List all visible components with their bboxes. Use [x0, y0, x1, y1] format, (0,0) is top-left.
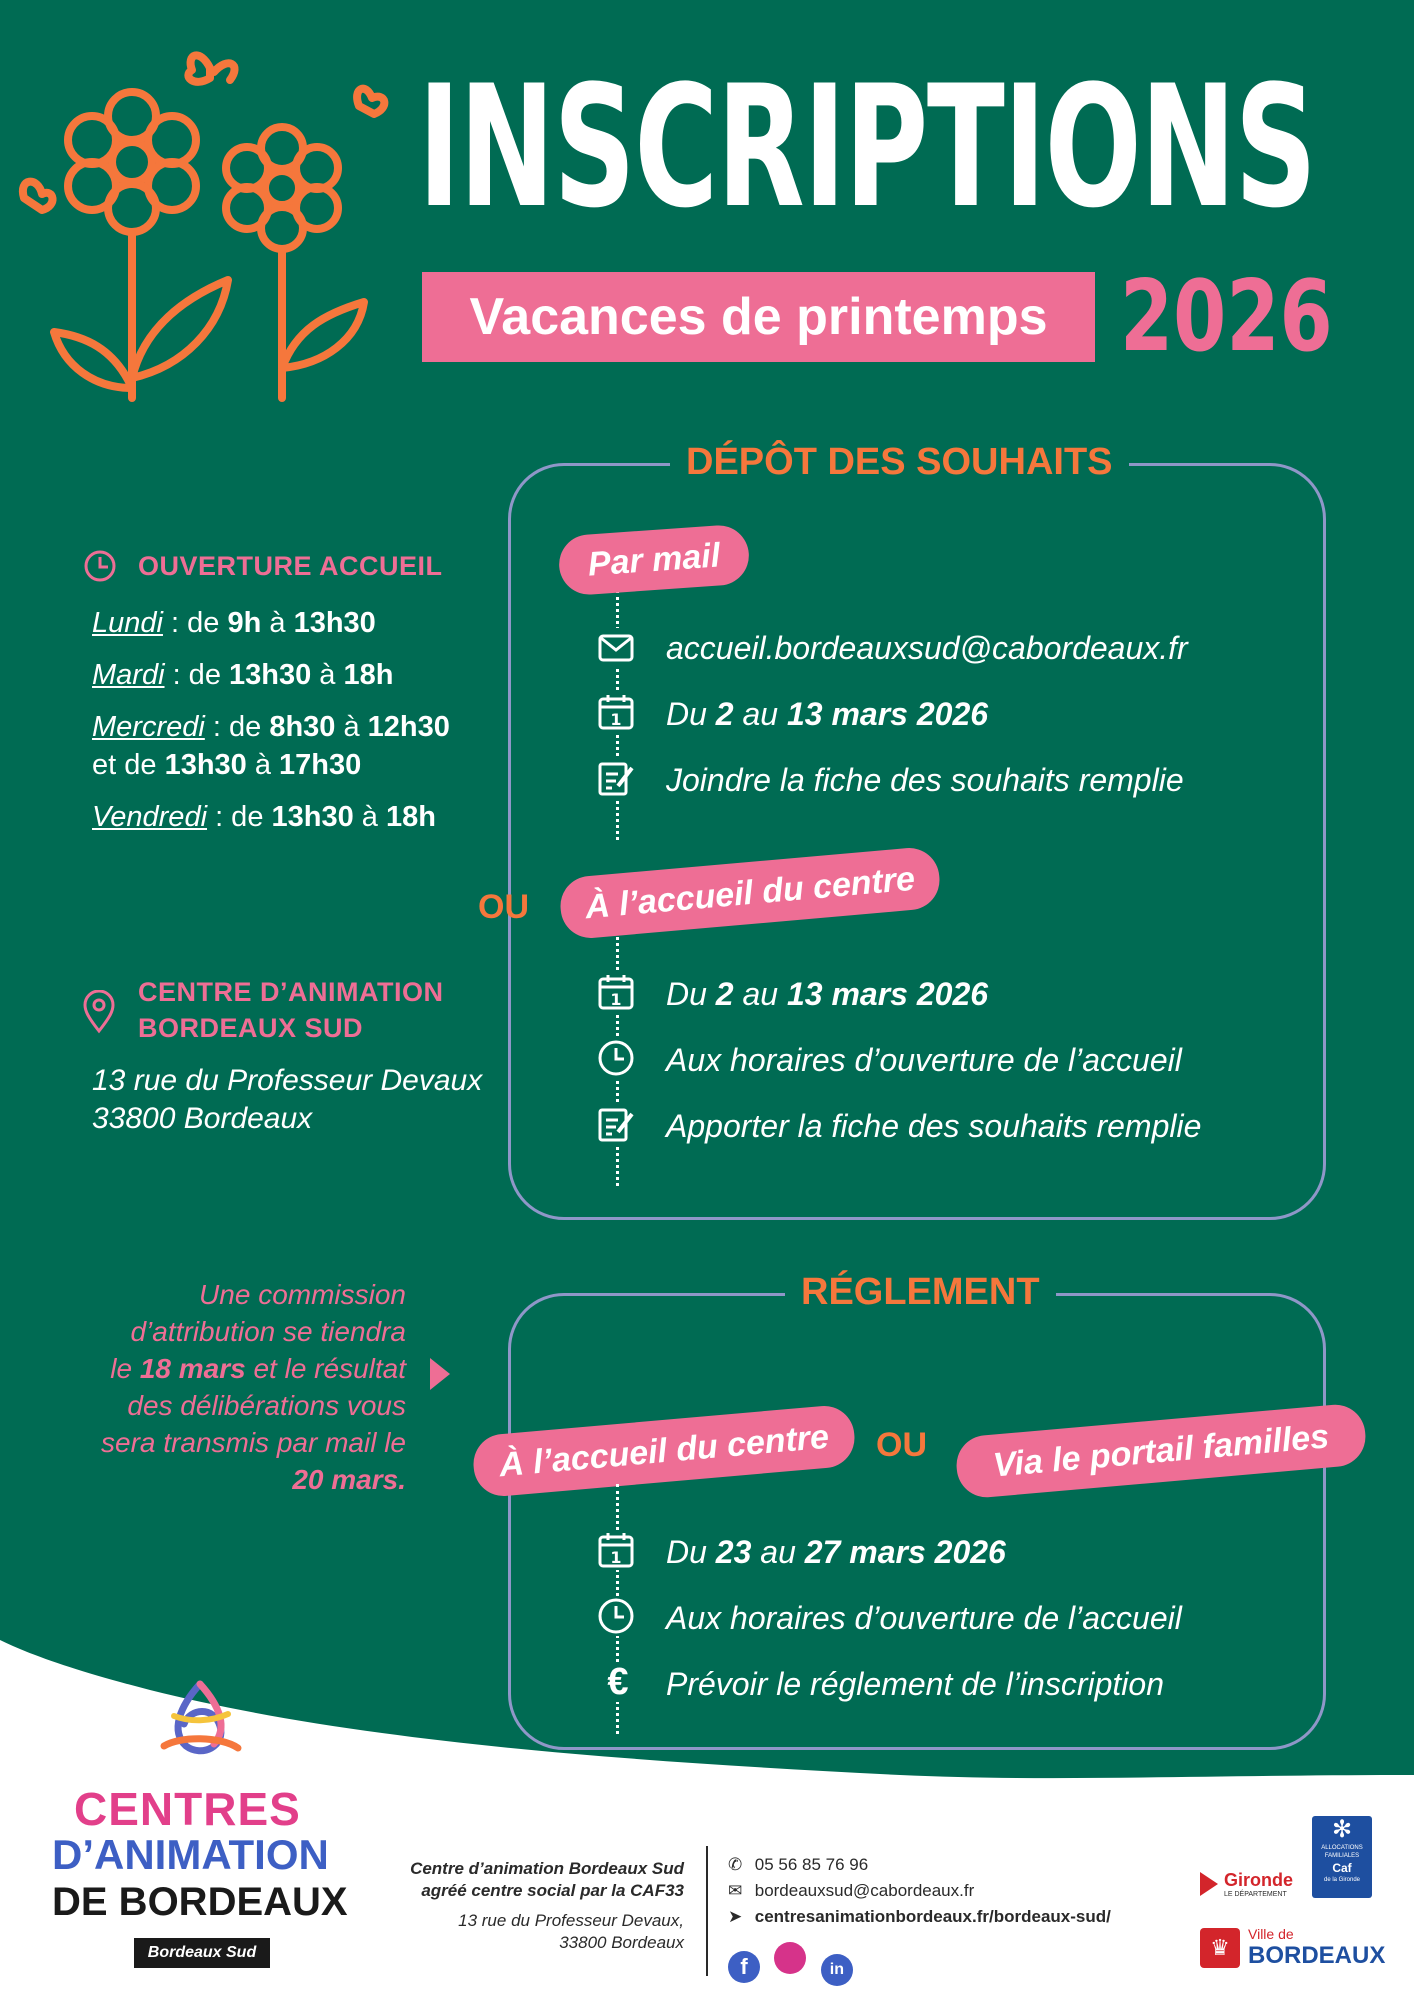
calendar-icon — [596, 692, 636, 732]
caf-text: FAMILIALES — [1324, 1853, 1360, 1859]
clock-icon — [596, 1038, 636, 1078]
opening-hours — [92, 604, 450, 836]
commission-line: 20 mars. — [292, 1464, 406, 1495]
reglement-or: OU — [876, 1426, 927, 1464]
depot-mail-note: Joindre la fiche des souhaits remplie — [666, 762, 1184, 798]
email-row[interactable]: ✉ bordeauxsud@cabordeaux.fr — [728, 1878, 1111, 1904]
hours-line: Mercredi : de 8h30 à 12h30 — [92, 711, 450, 743]
location-address — [92, 1062, 482, 1138]
reglement-dates: Du 23 au 27 mars 2026 — [666, 1534, 1006, 1570]
caf-text: ALLOCATIONS — [1321, 1845, 1363, 1851]
depot-title: DÉPÔT DES SOUHAITS — [670, 437, 1129, 487]
cursor-icon: ➤ — [728, 1907, 743, 1926]
caf-snowflake-icon: ✻ — [1331, 1816, 1353, 1843]
org-name: Centre d’animation Bordeaux Sud — [410, 1859, 684, 1878]
pill-reglement-accueil: À l’accueil du centre — [471, 1403, 857, 1498]
calendar-icon — [596, 1530, 636, 1570]
mail-icon — [596, 628, 636, 668]
reglement-note: Prévoir le réglement de l’inscription — [666, 1666, 1164, 1702]
depot-centre-note: Apporter la fiche des souhaits remplie — [666, 1108, 1202, 1144]
reglement-title: RÉGLEMENT — [785, 1267, 1056, 1317]
hours-line: Mardi : de 13h30 à 18h — [92, 659, 394, 691]
form-edit-icon — [596, 1104, 636, 1144]
svg-text:1: 1 — [610, 990, 622, 1009]
bordeaux-logo-icon: ♛ — [1200, 1928, 1240, 1968]
hours-line: Lundi : de 9h à 13h30 — [92, 607, 376, 639]
depot-mail-dates: Du 2 au 13 mars 2026 — [666, 696, 989, 732]
partner-bordeaux: BORDEAUX — [1248, 1942, 1386, 1969]
pill-accueil-centre: À l’accueil du centre — [558, 846, 942, 941]
svg-text:1: 1 — [610, 710, 622, 729]
depot-centre-hours: Aux horaires d’ouverture de l’accueil — [666, 1042, 1182, 1078]
social-icons — [728, 1942, 853, 1986]
year: 2026 — [1120, 260, 1333, 374]
calendar-icon — [596, 972, 636, 1012]
logo-line-3: DE BORDEAUX — [52, 1880, 348, 1924]
caf-text: Caf — [1332, 1861, 1352, 1875]
page-title: INSCRIPTIONS — [418, 49, 1316, 245]
commission-line: sera transmis par mail le — [101, 1427, 406, 1458]
linkedin-icon[interactable]: in — [821, 1954, 853, 1986]
org-info — [380, 1858, 684, 1954]
form-edit-icon — [596, 758, 636, 798]
hours-line: Vendredi : de 13h30 à 18h — [92, 801, 436, 833]
org-accreditation: agréé centre social par la CAF33 — [421, 1881, 684, 1900]
logo-tag: Bordeaux Sud — [134, 1938, 270, 1968]
depot-or: OU — [478, 888, 529, 926]
euro-icon: € — [598, 1662, 638, 1702]
arrow-right-icon — [428, 1356, 452, 1392]
depot-centre-dates: Du 2 au 13 mars 2026 — [666, 976, 989, 1012]
phone-row[interactable]: ✆ 05 56 85 76 96 — [728, 1852, 1111, 1878]
address-city: 33800 Bordeaux — [92, 1102, 313, 1135]
clock-icon — [596, 1596, 636, 1636]
org-city: 33800 Bordeaux — [559, 1933, 684, 1952]
partner-gironde-sub: LE DÉPARTEMENT — [1224, 1891, 1287, 1898]
address-street: 13 rue du Professeur Devaux — [92, 1064, 483, 1097]
org-street: 13 rue du Professeur Devaux, — [458, 1911, 684, 1930]
depot-email[interactable]: accueil.bordeauxsud@cabordeaux.fr — [666, 630, 1188, 666]
clock-icon — [82, 548, 118, 584]
partner-gironde: Gironde — [1224, 1870, 1294, 1890]
facebook-icon[interactable]: f — [728, 1951, 760, 1983]
contact-info — [728, 1852, 1111, 1930]
mail-icon: ✉ — [728, 1881, 743, 1900]
phone-icon: ✆ — [728, 1855, 743, 1874]
partner-ville: Ville de — [1248, 1926, 1294, 1942]
logo-line-2: D’ANIMATION — [52, 1831, 329, 1878]
commission-line: d’attribution se tiendra — [130, 1316, 406, 1347]
footer-divider — [706, 1846, 708, 1976]
reglement-hours: Aux horaires d’ouverture de l’accueil — [666, 1600, 1182, 1636]
website-row[interactable]: ➤ centresanimationbordeaux.fr/bordeaux-sud/ — [728, 1904, 1111, 1930]
subtitle: Vacances de printemps — [469, 288, 1048, 346]
commission-note — [40, 1276, 406, 1498]
instagram-icon[interactable] — [774, 1942, 806, 1974]
location-heading: CENTRE D’ANIMATION — [138, 977, 444, 1007]
location-pin-icon — [82, 990, 116, 1034]
svg-text:1: 1 — [610, 1548, 622, 1567]
pill-portail-familles[interactable]: Via le portail familles — [954, 1402, 1368, 1499]
flowers-illustration-icon — [14, 48, 394, 408]
caf-text: de la Gironde — [1323, 1877, 1361, 1883]
commission-line: le 18 mars et le résultat — [110, 1353, 406, 1384]
commission-line: des délibérations vous — [127, 1390, 406, 1421]
opening-heading: OUVERTURE ACCUEIL — [138, 551, 443, 581]
pill-par-mail: Par mail — [557, 523, 751, 596]
logo-line-1: CENTRES — [74, 1783, 301, 1835]
location-heading: BORDEAUX SUD — [138, 1013, 364, 1043]
hours-line: et de 13h30 à 17h30 — [92, 749, 362, 781]
caf-logo — [1312, 1816, 1372, 1898]
centres-animation-logo-icon — [150, 1676, 250, 1760]
commission-line: Une commission — [199, 1279, 406, 1310]
